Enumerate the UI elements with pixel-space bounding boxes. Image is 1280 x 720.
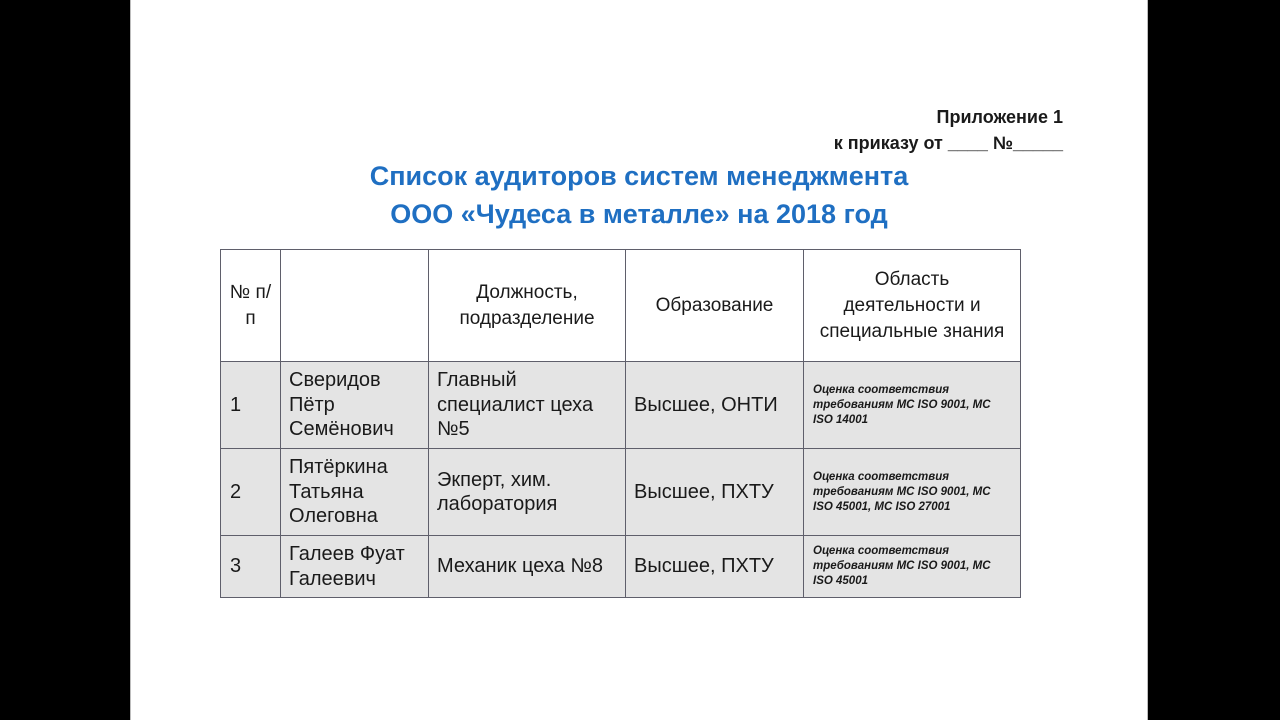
cell-name: Галеев Фуат Галеевич (281, 536, 429, 598)
cell-name: Сверидов Пётр Семёнович (281, 362, 429, 449)
cell-education: Высшее, ПХТУ (626, 449, 804, 536)
header-education: Образование (626, 250, 804, 362)
title-line-1: Список аудиторов систем менеджмента (369, 161, 909, 191)
appendix-title: Приложение 1 (936, 107, 1063, 127)
header-num: № п/п (221, 250, 281, 362)
table-row (221, 362, 1021, 449)
order-reference: к приказу от ____ №_____ (833, 133, 1063, 153)
cell-area: Оценка соответствия требованиям МС ISO 9001, МС ISO 14001 (804, 362, 1021, 449)
cell-num: 3 (221, 536, 281, 598)
cell-name: Пятёркина Татьяна Олеговна (281, 449, 429, 536)
cell-position: Главный специалист цеха №5 (429, 362, 626, 449)
cell-education: Высшее, ПХТУ (626, 536, 804, 598)
table-row (221, 536, 1021, 598)
cell-education: Высшее, ОНТИ (626, 362, 804, 449)
cell-num: 1 (221, 362, 281, 449)
auditors-table (220, 249, 1021, 598)
document-title (131, 157, 1147, 233)
header-name (281, 250, 429, 362)
appendix-note (834, 104, 1063, 156)
table-header-row (221, 250, 1021, 362)
cell-position: Экперт, хим. лаборатория (429, 449, 626, 536)
title-line-2: ООО «Чудеса в металле» на 2018 год (390, 199, 888, 229)
header-position: Должность, подразделение (429, 250, 626, 362)
cell-num: 2 (221, 449, 281, 536)
table-row (221, 449, 1021, 536)
cell-area: Оценка соответствия требованиям МС ISO 9001, МС ISO 45001, МС ISO 27001 (804, 449, 1021, 536)
document-slide (130, 0, 1148, 720)
header-area: Область деятельности и специальные знания (804, 250, 1021, 362)
cell-area: Оценка соответствия требованиям МС ISO 9001, МС ISO 45001 (804, 536, 1021, 598)
cell-position: Механик цеха №8 (429, 536, 626, 598)
